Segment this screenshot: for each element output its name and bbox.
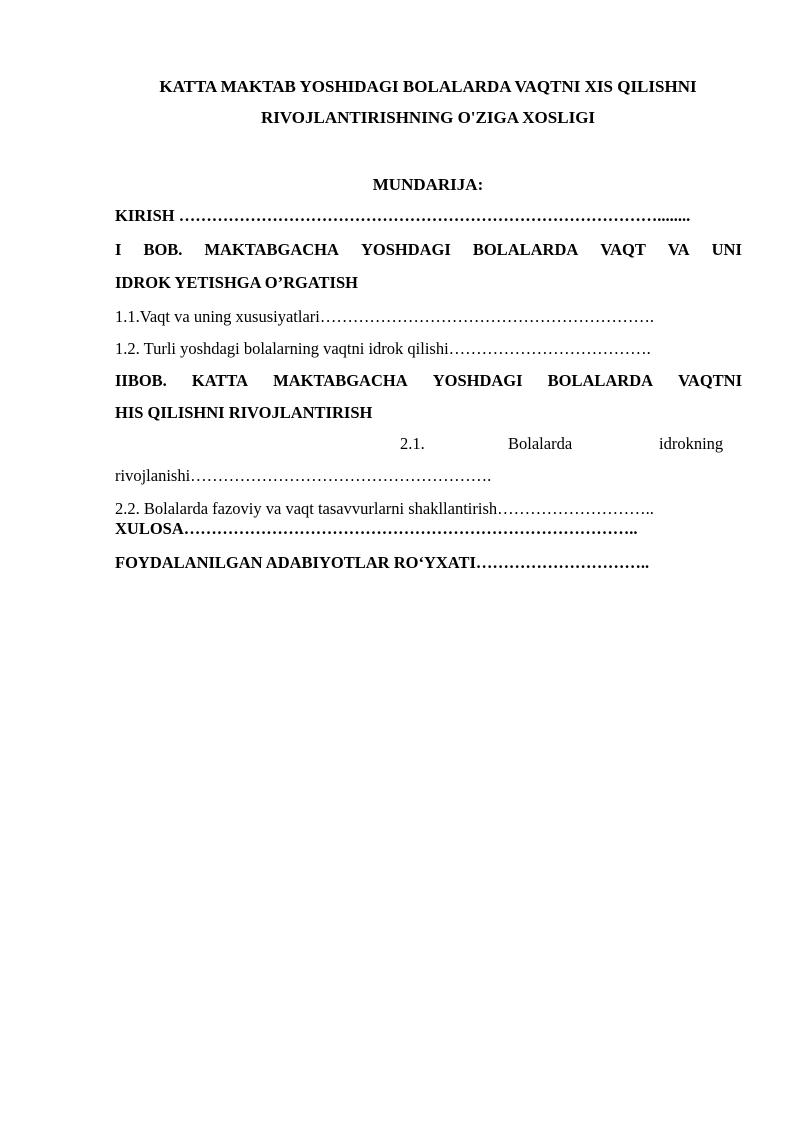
- chapter-1-heading-word: VA: [667, 240, 690, 259]
- chapter-2-heading-word: MAKTABGACHA: [273, 371, 408, 390]
- chapter-1-heading-word: YOSHDAGI: [360, 240, 451, 259]
- document-title-line-2: RIVOJLANTIRISHNING O'ZIGA XOSLIGI: [260, 108, 596, 127]
- chapter-1-heading-word: BOLALARDA: [472, 240, 579, 259]
- document-title-line-1: KATTA MAKTAB YOSHIDAGI BOLALARDA VAQTNI XIS QILISHNI: [159, 77, 697, 96]
- toc-chapter-1-line-2: IDROK YETISHGA O’RGATISH: [115, 273, 358, 292]
- chapter-2-heading-word: VAQTNI: [678, 371, 742, 390]
- toc-chapter-2-line-2: HIS QILISHNI RIVOJLANTIRISH: [115, 403, 373, 422]
- toc-section-2-1-word-2: idrokning: [659, 434, 724, 453]
- toc-section-2-1-word-1: Bolalarda: [508, 434, 573, 453]
- toc-section-1-2: 1.2. Turli yoshdagi bolalarning vaqtni idrok qilishi……………………………….: [115, 339, 651, 358]
- toc-intro: KIRISH ……………………………………………………………………………........: [115, 206, 691, 225]
- toc-chapter-2-line-1: [115, 371, 742, 391]
- chapter-1-heading-word: BOB.: [143, 240, 183, 259]
- chapter-1-heading-word: MAKTABGACHA: [204, 240, 339, 259]
- chapter-2-heading-word: YOSHDAGI: [432, 371, 523, 390]
- contents-heading: MUNDARIJA:: [372, 175, 484, 194]
- chapter-2-heading-word: BOLALARDA: [547, 371, 654, 390]
- toc-section-2-1-line-2: rivojlanishi……………………………………………….: [115, 466, 492, 485]
- chapter-1-heading-word: VAQT: [600, 240, 646, 259]
- chapter-2-heading-word: KATTA: [191, 371, 249, 390]
- chapter-1-heading-word: UNI: [711, 240, 742, 259]
- chapter-1-heading-word: I: [115, 240, 122, 259]
- toc-references: FOYDALANILGAN ADABIYOTLAR RO‘YXATI…………………………..: [115, 553, 650, 572]
- toc-section-2-1-number: 2.1.: [400, 434, 425, 453]
- toc-conclusion: XULOSA………………………………………………………………………..: [115, 519, 638, 538]
- toc-section-1-1: 1.1.Vaqt va uning xususiyatlari…………………………………………………….: [115, 307, 654, 326]
- chapter-2-heading-word: IIBOB.: [115, 371, 167, 390]
- toc-chapter-1-line-1: [115, 240, 742, 260]
- toc-section-2-2: 2.2. Bolalarda fazoviy va vaqt tasavvurlarni shakllantirish………………………..: [115, 499, 654, 518]
